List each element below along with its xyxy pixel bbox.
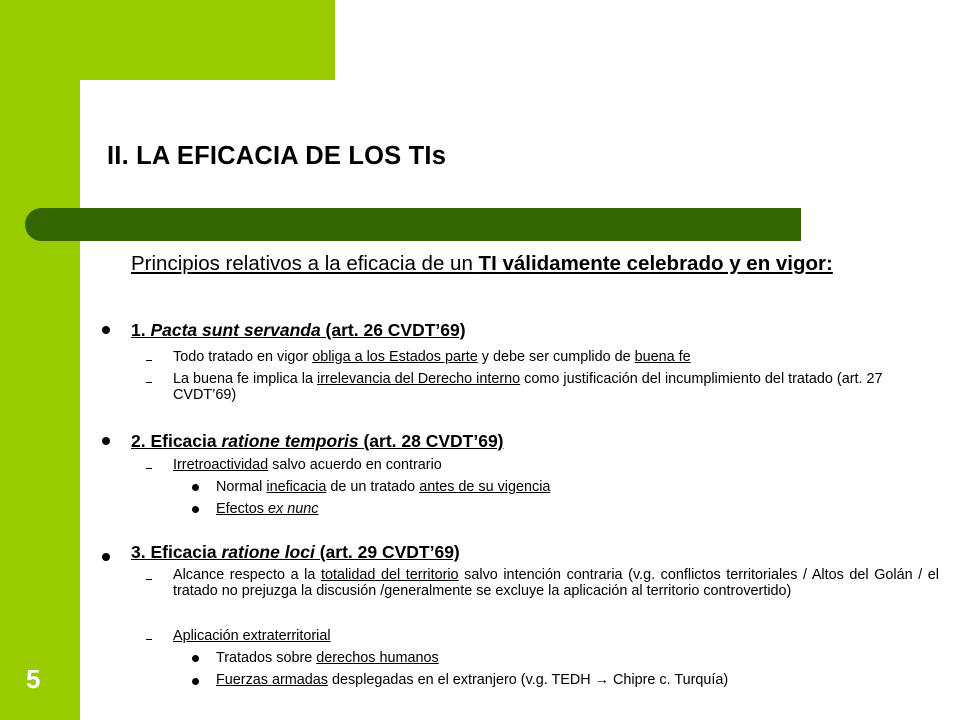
dash-icon: [146, 639, 152, 640]
s2-sub2-a: Efectos: [216, 501, 268, 517]
s2-item1-a: Irretroactividad: [173, 457, 269, 473]
intro-bold: TI válidamente celebrado y en vigor:: [478, 252, 833, 275]
bullet-icon: [192, 678, 199, 685]
s1-item1-a: Todo tratado en vigor: [173, 349, 313, 365]
intro-text: Principios relativos a la eficacia de un: [131, 252, 479, 275]
dash-icon: [146, 579, 152, 580]
s3-item1-c: salvo intención contraria (v.g. conflictos territoriales / Altos del Golán / el tratado no prejuzga la discusión /generalmente se excluye la aplicación al territorio controvertido): [173, 567, 939, 599]
bullet-icon: [102, 326, 110, 334]
section1-head-b: Pacta sunt servanda: [150, 320, 321, 340]
s1-item1-c: y debe ser cumplido de: [477, 349, 635, 365]
s3-sub2-a: Fuerzas armadas: [216, 672, 328, 688]
section1-heading: [131, 320, 466, 341]
bullet-icon: [192, 484, 199, 491]
intro-paragraph: [131, 252, 939, 275]
section3-sub2: [216, 672, 728, 688]
section2-item1: [173, 457, 442, 473]
dash-icon: [146, 382, 152, 383]
slide-number: 5: [26, 664, 41, 694]
section1-head-a: 1.: [131, 320, 151, 340]
dash-icon: [146, 468, 152, 469]
section1-item2: [173, 371, 933, 403]
slide-title: II. LA EFICACIA DE LOS TIs: [107, 142, 447, 170]
section3-head-a: 3. Eficacia: [131, 542, 222, 562]
dash-icon: [146, 360, 152, 361]
s3-sub1-a: Tratados sobre: [216, 650, 317, 666]
s3-sub2-b: desplegadas en el extranjero (v.g. TEDH: [327, 672, 595, 688]
s1-item1-b: obliga a los Estados parte: [312, 349, 478, 365]
s2-sub1-b: ineficacia: [266, 479, 327, 495]
section2-head-a: 2. Eficacia: [131, 431, 222, 451]
s1-item2-c: como justificación del incumplimiento del tratado (art. 27 CVDT’69): [173, 371, 883, 403]
section2-sub1: [216, 479, 550, 495]
section2-head-c: (art. 28 CVDT’69): [358, 431, 504, 451]
top-accent-band: [0, 0, 335, 80]
bullet-icon: [192, 655, 199, 662]
bullet-icon: [102, 553, 110, 561]
s2-sub2-b: ex nunc: [268, 501, 319, 517]
section2-sub2: [216, 501, 318, 517]
s2-sub1-c: de un tratado: [326, 479, 420, 495]
section3-item2: Aplicación extraterritorial: [173, 628, 331, 644]
section3-sub1: [216, 650, 439, 666]
s1-item2-b: irrelevancia del Derecho interno: [317, 371, 521, 387]
s2-item1-b: salvo acuerdo en contrario: [268, 457, 442, 473]
section3-head-c: (art. 29 CVDT’69): [314, 542, 460, 562]
s1-item1-d: buena fe: [634, 349, 691, 365]
s3-sub2-c: Chipre c. Turquía): [609, 672, 729, 688]
section2-heading: [131, 431, 504, 452]
s1-item2-a: La buena fe implica la: [173, 371, 317, 387]
section1-item1: [173, 349, 691, 365]
s3-sub1-b: derechos humanos: [316, 650, 439, 666]
section1-head-c: (art. 26 CVDT’69): [320, 320, 466, 340]
section3-heading: [131, 542, 460, 563]
section2-head-b: ratione temporis: [221, 431, 359, 451]
s3-item1-b: totalidad del territorio: [320, 567, 459, 583]
right-arrow-icon: →: [594, 672, 610, 688]
bullet-icon: [102, 437, 110, 445]
section3-head-b: ratione loci: [221, 542, 315, 562]
title-underline-bar: [25, 208, 801, 241]
s2-sub1-a: Normal: [216, 479, 267, 495]
s3-item1-a: Alcance respecto a la: [173, 567, 321, 583]
side-accent-band: [0, 0, 80, 720]
section3-item1: [173, 567, 939, 599]
bullet-icon: [192, 506, 199, 513]
s2-sub1-d: antes de su vigencia: [419, 479, 551, 495]
